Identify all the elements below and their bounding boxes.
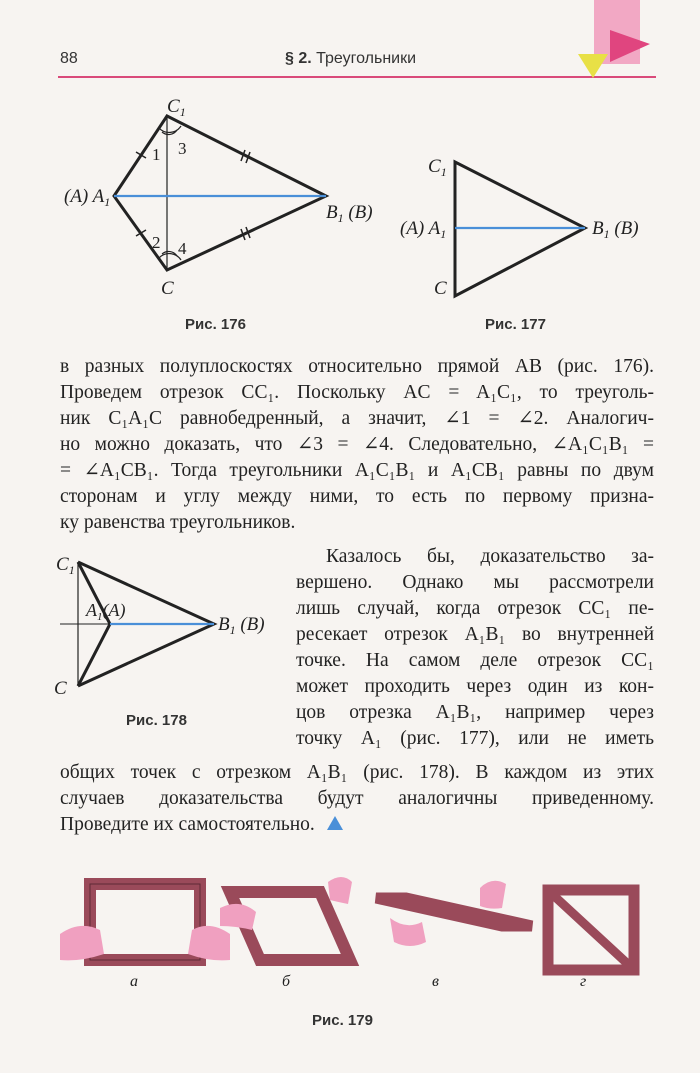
hand-left (390, 918, 426, 946)
label-angle-2: 2 (152, 233, 161, 252)
text-line: = ∠A₁CB₁. Тогда треугольники A₁C₁B₁ и A₁CB₁ равны по двум (60, 460, 654, 481)
label-a1: (A) $A_1$ (400, 218, 447, 241)
panel-c-illustration (376, 881, 532, 946)
page-number: 88 (60, 50, 78, 67)
text-line: точку A₁ (рис. 177), или не иметь (296, 728, 654, 749)
paragraph-2-continuation (60, 760, 654, 840)
decoration-triangle-yellow (578, 54, 608, 78)
hand-right (480, 881, 506, 909)
label-c: C (434, 278, 447, 299)
label-c1: $C_1$ (56, 554, 75, 577)
label-angle-3: 3 (178, 139, 187, 158)
figure-179 (60, 868, 650, 998)
panel-label-c: в (432, 973, 439, 990)
hand-left (220, 904, 256, 930)
text-line: ку равенства треугольников. (60, 512, 296, 533)
text-line: Казалось бы, доказательство за- (326, 546, 654, 567)
label-c: C (161, 278, 174, 299)
section-heading (285, 50, 416, 68)
label-a1: (A) $A_1$ (64, 186, 111, 209)
text-line: цов отрезка A₁B₁, например через (296, 702, 654, 723)
figure-176 (60, 92, 380, 312)
kite-outline (114, 116, 326, 270)
angle-arc (159, 126, 181, 132)
panel-d-illustration (548, 890, 634, 970)
text-line: общих точек с отрезком A₁B₁ (рис. 178). В каждом из этих (60, 762, 654, 783)
panel-a-illustration (60, 884, 230, 960)
text-line: может проходить через один из кон- (296, 676, 654, 697)
text-line: вершено. Однако мы рассмотрели (296, 572, 654, 593)
label-angle-1: 1 (152, 145, 161, 164)
corner-decoration (570, 0, 670, 80)
header-rule (58, 76, 656, 78)
text-line: но можно доказать, что ∠3 = ∠4. Следовательно, ∠A₁C₁B₁ = (60, 434, 654, 455)
section-number: § 2. (285, 50, 312, 67)
paragraph-1 (60, 354, 654, 544)
text-line: Проведем отрезок CC₁. Поскольку AC = A₁C₁, то треуголь- (60, 382, 654, 403)
hand-right (188, 926, 230, 961)
text-line: точке. На самом деле отрезок CC₁ (296, 650, 654, 671)
caption-fig-177: Рис. 177 (485, 316, 546, 333)
label-c1: $C_1$ (428, 156, 447, 179)
panel-b-illustration (220, 877, 352, 960)
caption-fig-176: Рис. 176 (185, 316, 246, 333)
end-of-proof-icon (326, 815, 344, 831)
label-a1: $A_1(A)$ (86, 600, 126, 623)
label-b1: $B_1$ (B) (218, 614, 265, 637)
section-title: Треугольники (316, 50, 417, 67)
text-line: случаев доказательства будут аналогичны приведенному. (60, 788, 654, 809)
panel-label-b: б (282, 973, 291, 990)
text-line (60, 812, 344, 838)
label-c1: $C_1$ (167, 96, 186, 119)
figure-177 (398, 148, 658, 308)
panel-label-a: а (130, 973, 138, 990)
label-angle-4: 4 (178, 239, 187, 258)
panel-label-d: г (580, 973, 587, 990)
text-segment: Проведите их самостоятельно. (60, 814, 315, 835)
label-b1: $B_1$ (B) (592, 218, 639, 241)
text-line: в разных полуплоскостях относительно прямой AB (рис. 176). (60, 356, 654, 377)
label-b1: $B_1$ (B) (326, 202, 373, 225)
text-line: лишь случай, когда отрезок CC₁ пе- (296, 598, 654, 619)
caption-fig-179: Рис. 179 (312, 1012, 373, 1029)
hand-left (60, 926, 104, 961)
text-line: сторонам и углу между ними, то есть по первому призна- (60, 486, 654, 507)
hand-right (328, 877, 352, 904)
paragraph-2-column (296, 544, 654, 756)
figure-178 (50, 548, 290, 698)
caption-fig-178: Рис. 178 (126, 712, 187, 729)
text-line: ресекает отрезок A₁B₁ во внутренней (296, 624, 654, 645)
label-c: C (54, 678, 67, 698)
text-line: ник C₁A₁C равнобедренный, а значит, ∠1 = ∠2. Аналогич- (60, 408, 654, 429)
